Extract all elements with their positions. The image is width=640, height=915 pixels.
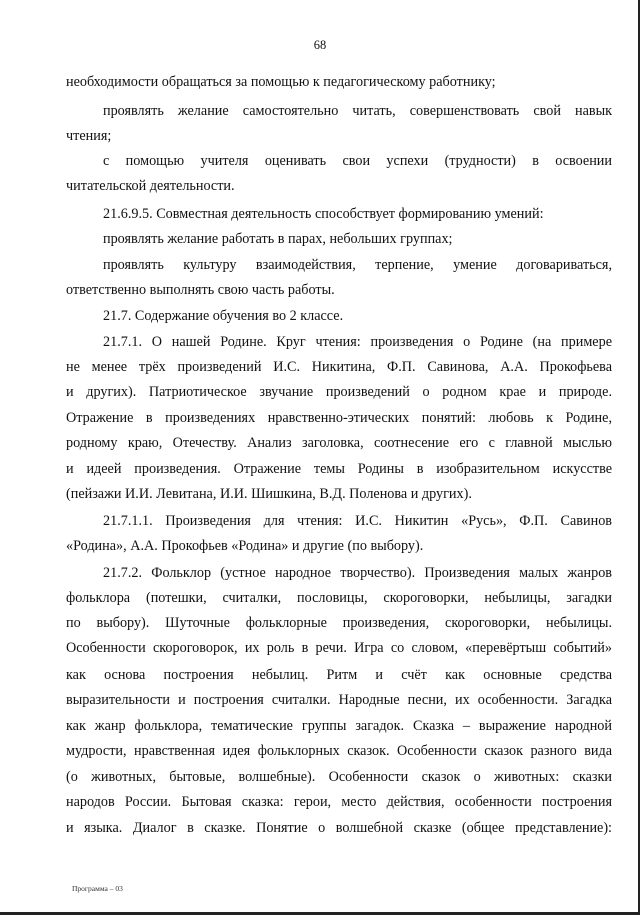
page-footer: Программа – 03 bbox=[72, 884, 123, 893]
text-line: «Родина», А.А. Прокофьев «Родина» и другие (по выбору). bbox=[66, 538, 424, 554]
text-line: не менее трёх произведений И.С. Никитина, Ф.П. Савинова, А.А. Прокофьева bbox=[66, 359, 612, 375]
text-line: 21.7.1.1. Произведения для чтения: И.С. Никитин «Русь», Ф.П. Савинов bbox=[103, 513, 612, 529]
text-line: и идеей произведения. Отражение темы Родины в изобразительном искусстве bbox=[66, 461, 612, 477]
text-line: Отражение в произведениях нравственно-этических понятий: любовь к Родине, bbox=[66, 410, 612, 426]
text-line: и других). Патриотическое звучание произведений о родном крае и природе. bbox=[66, 384, 612, 400]
text-line: как жанр фольклора, тематические группы загадок. Сказка – выражение народной bbox=[66, 718, 612, 734]
text-line: проявлять культуру взаимодействия, терпение, умение договариваться, bbox=[103, 257, 612, 273]
text-line: по выбору). Шуточные фольклорные произведения, скороговорки, небылицы. bbox=[66, 615, 612, 631]
page-number: 68 bbox=[313, 38, 327, 52]
text-line: ответственно выполнять свою часть работы. bbox=[66, 282, 335, 298]
text-line: (пейзажи И.И. Левитана, И.И. Шишкина, В.Д. Поленова и других). bbox=[66, 486, 472, 502]
text-line: проявлять желание самостоятельно читать, совершенствовать свой навык bbox=[103, 103, 612, 119]
text-line: Особенности скороговорок, их роль в речи. Игра со словом, «перевёртыш событий» bbox=[66, 640, 612, 656]
text-line: проявлять желание работать в парах, небольших группах; bbox=[103, 231, 453, 247]
text-line: 21.7.2. Фольклор (устное народное творчество). Произведения малых жанров bbox=[103, 565, 612, 581]
text-line: и языка. Диалог в сказке. Понятие о волшебной сказке (общее представление): bbox=[66, 820, 612, 836]
text-line: с помощью учителя оценивать свои успехи (трудности) в освоении bbox=[103, 153, 612, 169]
text-line: как основа построения небылиц. Ритм и счёт как основные средства bbox=[66, 667, 612, 683]
text-line: мудрости, нравственная идея фольклорных сказок. Особенности сказок разного вида bbox=[66, 743, 612, 759]
text-line: народов России. Бытовая сказка: герои, место действия, особенности построения bbox=[66, 794, 612, 810]
text-line: фольклора (потешки, считалки, пословицы, скороговорки, небылицы, загадки bbox=[66, 590, 612, 606]
text-line: читательской деятельности. bbox=[66, 178, 235, 194]
text-line: необходимости обращаться за помощью к педагогическому работнику; bbox=[66, 74, 496, 90]
text-line: (о животных, бытовые, волшебные). Особенности сказок о животных: сказки bbox=[66, 769, 612, 785]
text-line: родному краю, Отечеству. Анализ заголовка, соотнесение его с главной мыслью bbox=[66, 435, 612, 451]
text-line: выразительности и построения считалки. Народные песни, их особенности. Загадка bbox=[66, 692, 612, 708]
text-line: 21.6.9.5. Совместная деятельность способствует формированию умений: bbox=[103, 206, 544, 222]
text-line: 21.7.1. О нашей Родине. Круг чтения: произведения о Родине (на примере bbox=[103, 334, 612, 350]
text-line: чтения; bbox=[66, 128, 112, 144]
text-line: 21.7. Содержание обучения во 2 классе. bbox=[103, 308, 344, 324]
